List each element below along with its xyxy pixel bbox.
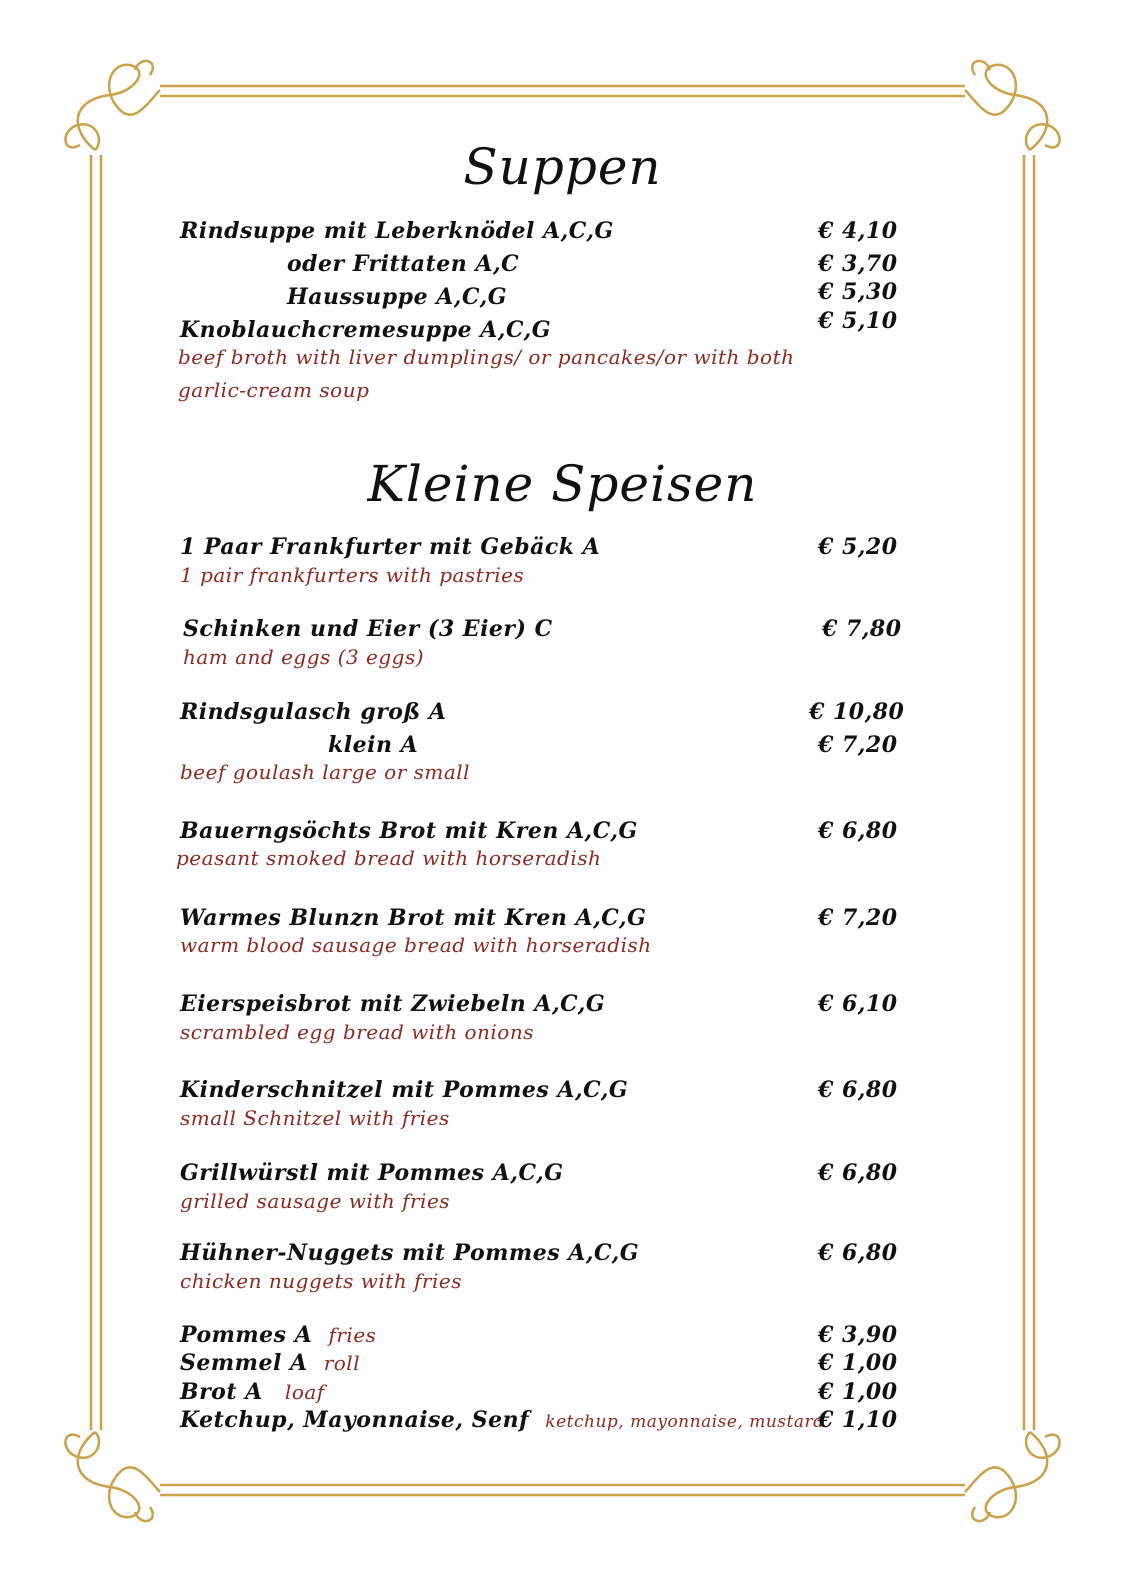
menu-item-price: € 6,80 (818, 1077, 898, 1103)
menu-item-name: Schinken und Eier (3 Eier) C (183, 616, 553, 642)
menu-item-price: € 6,80 (818, 818, 898, 844)
menu-item-price: € 6,80 (818, 1240, 898, 1266)
menu-item-name: Eierspeisbrot mit Zwiebeln A,C,G (180, 991, 606, 1017)
menu-item-name-variant: klein A (328, 732, 419, 758)
extra-item-english: ketchup, mayonnaise, mustard (545, 1412, 825, 1432)
extra-item (180, 1322, 376, 1348)
corner-ornaments (65, 61, 1059, 1521)
menu-item-english: peasant smoked bread with horseradish (176, 846, 602, 870)
extra-item-price: € 1,00 (818, 1350, 898, 1376)
soup-item-1: Rindsuppe mit Leberknödel A,C,G (180, 218, 614, 244)
section-title-suppen: Suppen (463, 138, 662, 196)
soup-item-4: Knoblauchcremesuppe A,C,G (180, 317, 552, 343)
soup-price-2: € 3,70 (818, 251, 898, 277)
extra-item-name: Ketchup, Mayonnaise, Senf (180, 1407, 530, 1433)
menu-item-name: Kinderschnitzel mit Pommes A,C,G (180, 1077, 629, 1103)
menu-item-name: Rindsgulasch groß A (180, 699, 447, 725)
menu-item-english: beef goulash large or small (180, 760, 471, 784)
menu-item-price: € 10,80 (809, 699, 905, 725)
soup-item-2: oder Frittaten A,C (287, 251, 520, 277)
section-title-kleine-speisen: Kleine Speisen (367, 455, 758, 513)
extra-item-price: € 1,10 (818, 1407, 898, 1433)
menu-item-name: Warmes Blunzn Brot mit Kren A,C,G (180, 905, 647, 931)
extra-item-name: Brot A (180, 1379, 263, 1405)
extra-item-price: € 3,90 (818, 1322, 898, 1348)
menu-item-name: Bauerngsöchts Brot mit Kren A,C,G (180, 818, 638, 844)
menu-item-english: warm blood sausage bread with horseradish (180, 933, 652, 957)
menu-item-price: € 5,20 (818, 534, 898, 560)
menu-item-price: € 6,10 (818, 991, 898, 1017)
extra-item-english: loaf (284, 1380, 325, 1404)
menu-item-english: grilled sausage with fries (180, 1189, 451, 1213)
menu-item-english: chicken nuggets with fries (180, 1269, 462, 1293)
menu-item-english: ham and eggs (3 eggs) (183, 645, 425, 669)
extra-item (180, 1350, 360, 1376)
menu-item-price-variant: € 7,20 (818, 732, 898, 758)
soup-item-3: Haussuppe A,C,G (287, 284, 508, 310)
soup-price-4: € 5,10 (818, 308, 898, 334)
menu-item-english: small Schnitzel with fries (180, 1106, 450, 1130)
extra-item (180, 1407, 825, 1433)
menu-item-name: Hühner-Nuggets mit Pommes A,C,G (180, 1240, 640, 1266)
soup-english-2: garlic-cream soup (178, 378, 370, 402)
menu-item-english: 1 pair frankfurters with pastries (180, 563, 525, 587)
menu-item-price: € 7,80 (822, 616, 902, 642)
extra-item-name: Semmel A (180, 1350, 308, 1376)
extra-item-english: roll (323, 1351, 361, 1375)
soup-price-1: € 4,10 (818, 218, 898, 244)
menu-item-name: Grillwürstl mit Pommes A,C,G (180, 1160, 564, 1186)
menu-item-price: € 6,80 (818, 1160, 898, 1186)
menu-item-name: 1 Paar Frankfurter mit Gebäck A (180, 534, 601, 560)
extra-item-price: € 1,00 (818, 1379, 898, 1405)
soup-price-3: € 5,30 (818, 279, 898, 305)
extra-item (180, 1379, 325, 1405)
soup-english-1: beef broth with liver dumplings/ or pancakes/or with both (178, 345, 795, 369)
extra-item-name: Pommes A (180, 1322, 313, 1348)
extra-item-english: fries (328, 1323, 377, 1347)
menu-item-english: scrambled egg bread with onions (180, 1020, 534, 1044)
menu-item-price: € 7,20 (818, 905, 898, 931)
